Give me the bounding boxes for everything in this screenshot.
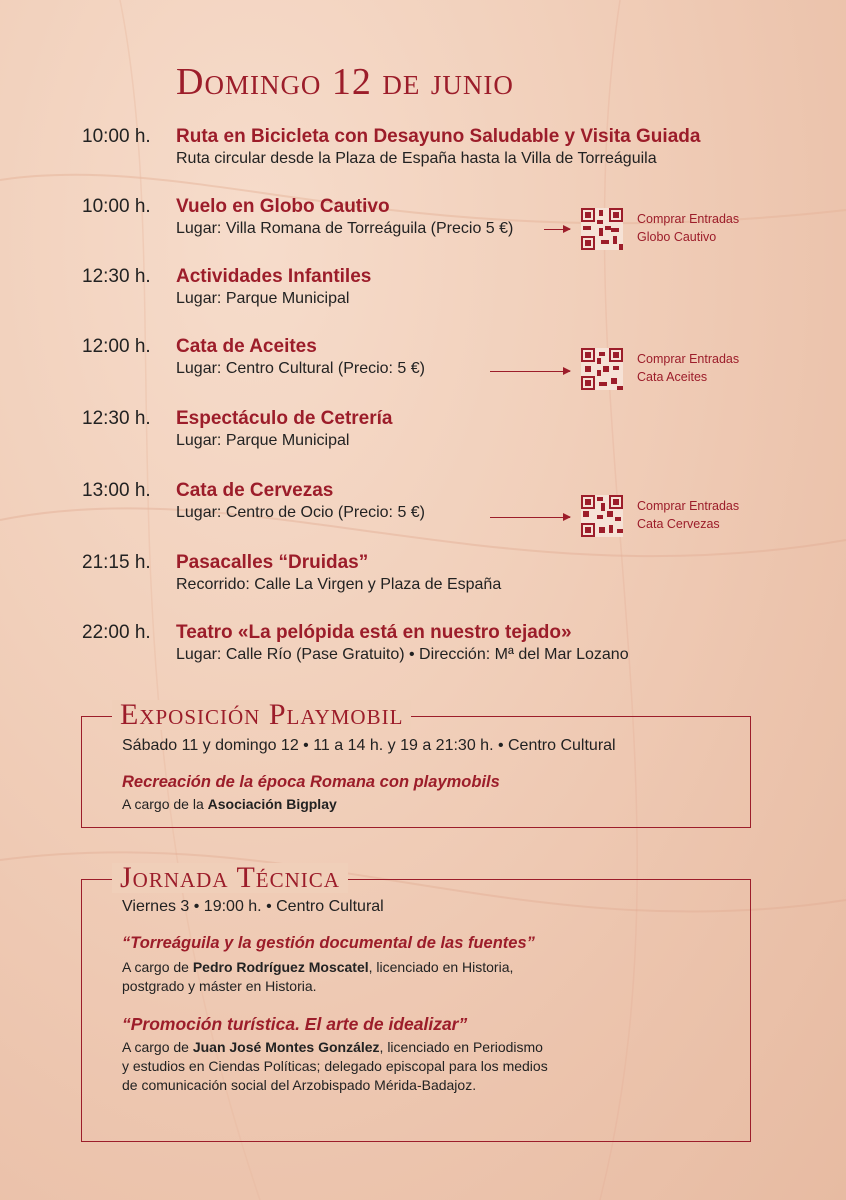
event-title: Pasacalles “Druidas” xyxy=(176,552,369,573)
ticket-link[interactable] xyxy=(637,350,739,386)
event-detail: Lugar: Centro Cultural (Precio: 5 €) xyxy=(176,360,425,377)
talk-line: y estudios en Ciendas Políticas; delegado episcopal para los medios xyxy=(122,1058,548,1074)
talk-description xyxy=(122,958,513,996)
talk-title: “Torreáguila y la gestión documental de las fuentes” xyxy=(122,934,535,952)
event-time: 22:00 h. xyxy=(82,622,151,643)
event-title: Cata de Cervezas xyxy=(176,480,334,501)
ticket-line: Comprar Entradas xyxy=(637,212,740,226)
event-detail: Lugar: Parque Municipal xyxy=(176,432,350,449)
arrow-right-icon xyxy=(544,229,570,230)
talk-title: “Promoción turística. El arte de idealizar” xyxy=(122,1014,468,1034)
ticket-link[interactable] xyxy=(637,210,739,246)
event-title: Cata de Aceites xyxy=(176,336,317,357)
event-detail: Lugar: Calle Río (Pase Gratuito) • Dirección: Mª del Mar Lozano xyxy=(176,646,629,663)
event-time: 12:30 h. xyxy=(82,408,151,429)
event-time: 12:30 h. xyxy=(82,266,151,287)
qr-code-icon[interactable] xyxy=(581,208,623,250)
talk-speaker: Pedro Rodríguez Moscatel xyxy=(192,959,369,975)
event-title: Vuelo en Globo Cautivo xyxy=(176,196,390,217)
event-title: Actividades Infantiles xyxy=(176,266,372,287)
event-title: Teatro «La pelópida está en nuestro tejado» xyxy=(176,622,572,643)
exposicion-schedule: Sábado 11 y domingo 12 • 11 a 14 h. y 19 a 21:30 h. • Centro Cultural xyxy=(122,737,616,754)
event-detail: Lugar: Centro de Ocio (Precio: 5 €) xyxy=(176,504,426,521)
arrow-right-icon xyxy=(490,517,570,518)
exposicion-title: Exposición Playmobil xyxy=(112,700,411,730)
talk-description xyxy=(122,1038,548,1095)
jornada-title: Jornada Técnica xyxy=(112,863,348,893)
arrow-right-icon xyxy=(490,371,570,372)
page-title: Domingo 12 de junio xyxy=(176,61,514,103)
event-detail: Ruta circular desde la Plaza de España hasta la Villa de Torreáguila xyxy=(176,150,657,167)
talk-line: , licenciado en Historia, xyxy=(368,959,514,975)
talk-line: de comunicación social del Arzobispado Mérida-Badajoz. xyxy=(122,1077,477,1093)
talk-speaker: Juan José Montes González xyxy=(192,1039,380,1055)
event-title: Ruta en Bicicleta con Desayuno Saludable y Visita Guiada xyxy=(176,126,701,147)
ticket-link[interactable] xyxy=(637,497,739,533)
ticket-line: Cata Aceites xyxy=(637,370,708,384)
ticket-line: Comprar Entradas xyxy=(637,352,740,366)
ticket-line: Globo Cautivo xyxy=(637,230,717,244)
jornada-box xyxy=(81,861,751,1142)
qr-code-icon[interactable] xyxy=(581,348,623,390)
credit-name: Asociación Bigplay xyxy=(207,796,337,812)
exposicion-credit xyxy=(122,795,337,814)
event-detail: Recorrido: Calle La Virgen y Plaza de España xyxy=(176,576,502,593)
event-detail: Lugar: Villa Romana de Torreáguila (Precio 5 €) xyxy=(176,220,514,237)
talk-prefix: A cargo de xyxy=(122,1039,193,1055)
exposicion-subtitle: Recreación de la época Romana con playmobils xyxy=(122,773,500,791)
event-title: Espectáculo de Cetrería xyxy=(176,408,393,429)
talk-prefix: A cargo de xyxy=(122,959,193,975)
ticket-line: Comprar Entradas xyxy=(637,499,740,513)
talk-line: , licenciado en Periodismo xyxy=(379,1039,543,1055)
event-time: 10:00 h. xyxy=(82,126,151,147)
talk-line: postgrado y máster en Historia. xyxy=(122,978,317,994)
qr-code-icon[interactable] xyxy=(581,495,623,537)
ticket-line: Cata Cervezas xyxy=(637,517,720,531)
event-time: 10:00 h. xyxy=(82,196,151,217)
event-time: 21:15 h. xyxy=(82,552,151,573)
event-time: 12:00 h. xyxy=(82,336,151,357)
event-time: 13:00 h. xyxy=(82,480,151,501)
event-detail: Lugar: Parque Municipal xyxy=(176,290,350,307)
credit-prefix: A cargo de la xyxy=(122,796,208,812)
jornada-schedule: Viernes 3 • 19:00 h. • Centro Cultural xyxy=(122,898,384,915)
exposicion-box xyxy=(81,698,751,828)
